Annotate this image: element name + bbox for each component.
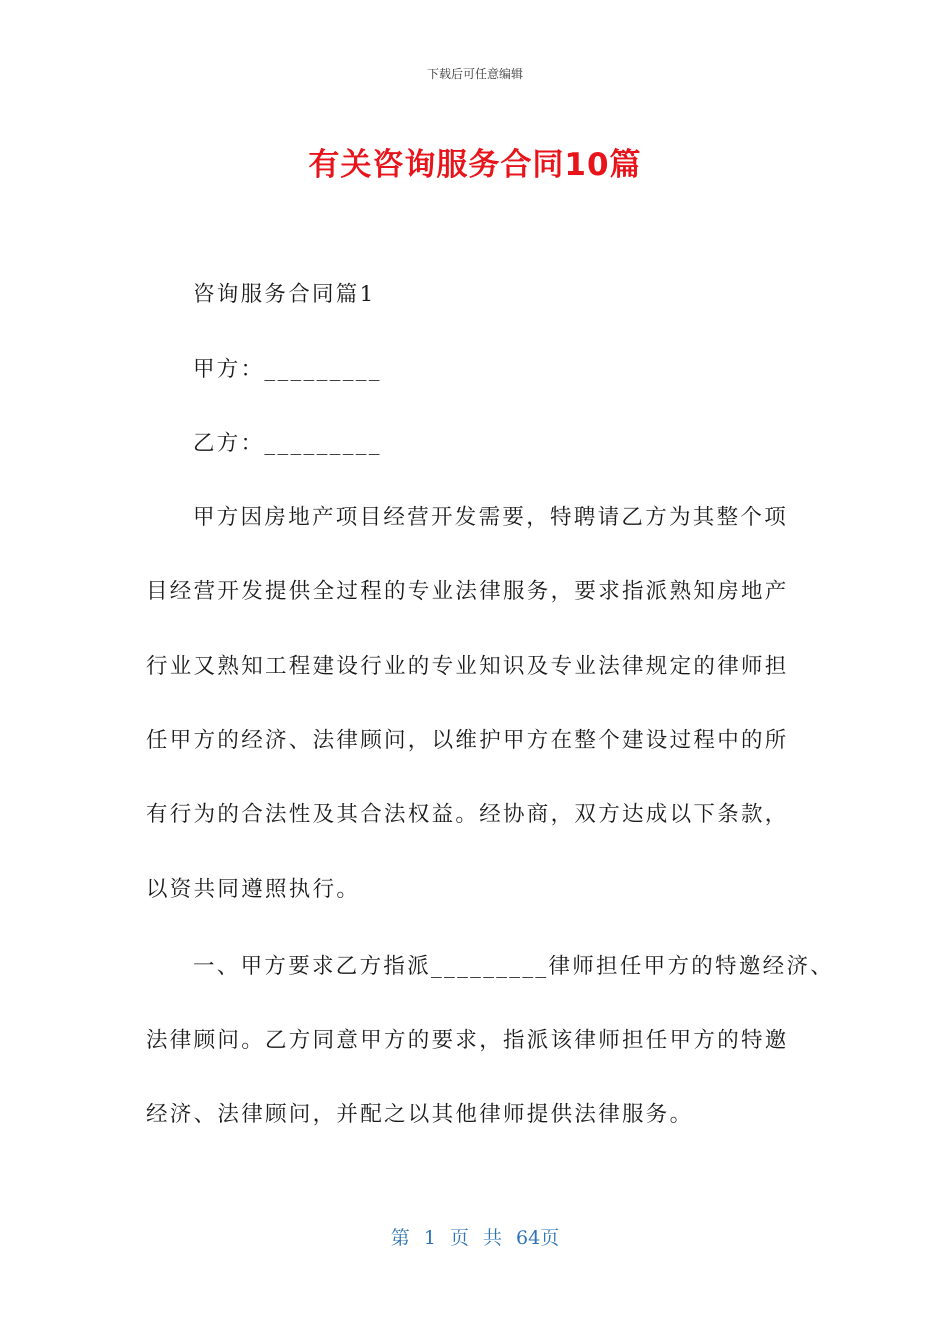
paragraph-line: 有行为的合法性及其合法权益。经协商，双方达成以下条款， <box>146 802 789 827</box>
paragraph-line: 以资共同遵照执行。 <box>146 877 361 902</box>
document-title: 有关咨询服务合同10篇 <box>308 147 642 183</box>
paragraph-line: 任甲方的经济、法律顾问，以维护甲方在整个建设过程中的所 <box>146 728 789 753</box>
paragraph-line: 甲方因房地产项目经营开发需要，特聘请乙方为其整个项 <box>193 505 789 530</box>
page-footer: 第 1 页 共 64页 <box>390 1227 560 1249</box>
party-a-line: 甲方：_________ <box>193 357 382 382</box>
paragraph-line: 目经营开发提供全过程的专业法律服务，要求指派熟知房地产 <box>146 579 789 604</box>
paragraph-line: 行业又熟知工程建设行业的专业知识及专业法律规定的律师担 <box>146 654 789 679</box>
party-b-line: 乙方：_________ <box>193 431 382 456</box>
clause-line: 经济、法律顾问，并配之以其他律师提供法律服务。 <box>146 1102 694 1127</box>
header-note: 下载后可任意编辑 <box>426 67 523 81</box>
clause-line: 法律顾问。乙方同意甲方的要求，指派该律师担任甲方的特邀 <box>146 1028 789 1053</box>
clause-line: 一、甲方要求乙方指派_________律师担任甲方的特邀经济、 <box>193 954 835 979</box>
section-heading: 咨询服务合同篇1 <box>193 282 376 307</box>
